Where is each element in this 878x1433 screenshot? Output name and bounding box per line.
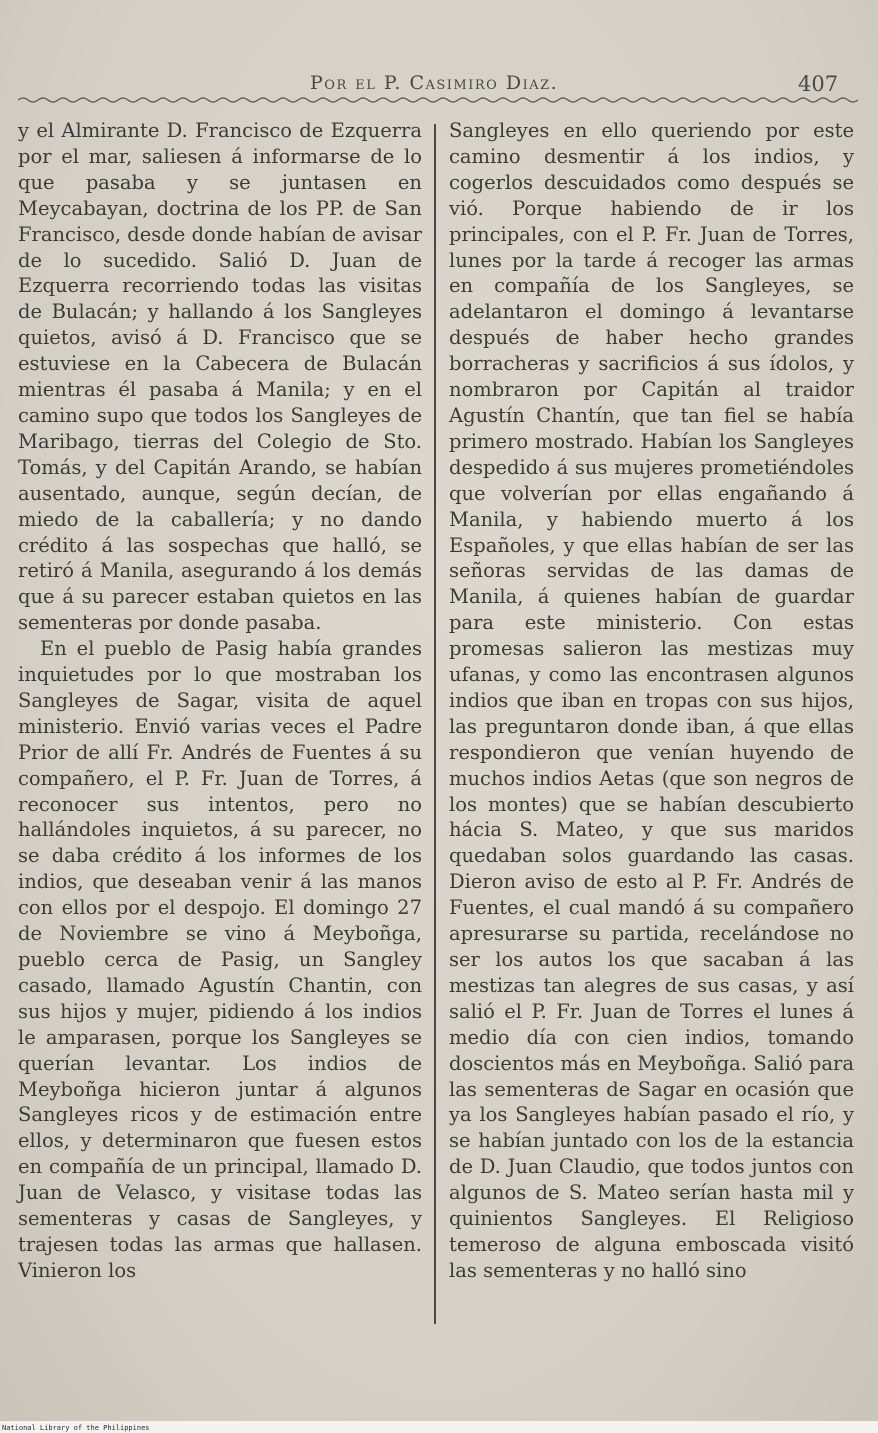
right-paragraph-1: Sangleyes en ello queriendo por este camino desmentir á los indios, y cogerlos descuidados como después se vió. Porque habiendo de ir los principales, con el P. Fr. Juan de Torres, lunes por la tarde á recoger las armas en compañía de los Sangleyes, se adelantaron el domingo á levantarse después de haber hecho grandes borracheras y sacrificios á sus ídolos, y nombraron por Capitán al traidor Agustín Chantín, que tan fiel se había primero mostrado. Habían los Sangleyes despedido á sus mujeres prometiéndoles que volverían por ellas engañando á Manila, y habiendo muerto á los Españoles, y que ellas habían de ser las señoras servidas de las damas de Manila, á quienes habían de guardar para este ministerio. Con estas promesas salieron las mestizas muy ufanas, y como las encontrasen algunos indios que iban en tropas con sus hijos, las preguntaron donde iban, á que ellas respondieron que venían huyendo de muchos indios Aetas (que son negros de los montes) que se habían descubierto hácia S. Mateo, y que sus maridos quedaban solos guardando las casas. Dieron aviso de esto al P. Fr. Andrés de Fuentes, el cual mandó á su compañero apresurarse su partida, recelándose no ser los autos los que sacaban á las mestizas tan alegres de sus casas, y así salió el P. Fr. Juan de Torres el lunes á medio día con cien indios, tomando doscientos más en Meyboñga. Salió para las sementeras de Sagar en ocasión que ya los Sangleyes habían pasado el río, y se habían juntado con los de la estancia de D. Juan Claudio, que todos juntos con algunos de S. Mateo serían hasta mil y quinientos Sangleyes. El Religioso temeroso de alguna emboscada visitó las sementeras y no halló sino — [449, 119, 854, 1282]
running-title: Por el P. Casimiro Diaz. — [310, 72, 559, 94]
page-number: 407 — [798, 72, 839, 96]
left-paragraph-2: En el pueblo de Pasig había grandes inquietudes por lo que mostraban los Sangleyes de Sagar, visita de aquel ministerio. Envió varias veces el Padre Prior de allí Fr. Andrés de Fuentes á su compañero, el P. Fr. Juan de Torres, á reconocer sus intentos, pero no hallándoles inquietos, á su parecer, no se daba crédito á los informes de los indios, que deseaban venir á las manos con ellos por el despojo. El domingo 27 de Noviembre se vino á Meyboñga, pueblo cerca de Pasig, un Sangley casado, llamado Agustín Chantin, con sus hijos y mujer, pidiendo á los indios le amparasen, porque los Sangleyes se querían levantar. Los indios de Meyboñga hicieron juntar á algunos Sangleyes ricos y de estimación entre ellos, y determinaron que fuesen estos en compañía de un principal, llamado D. Juan de Velasco, y visitase todas las sementeras y casas de Sangleyes, y trajesen todas las armas que hallasen. Vinieron los — [18, 637, 422, 1282]
footer-credit: National Library of the Philippines — [2, 1424, 150, 1432]
column-divider — [434, 124, 436, 1324]
left-column — [18, 118, 422, 1284]
header-wavy-rule — [18, 96, 858, 104]
left-paragraph-1: y el Almirante D. Francisco de Ezquerra por el mar, saliesen á informarse de lo que pasaba y se juntasen en Meycabayan, doctrina de los PP. de San Francisco, desde donde habían de avisar de lo sucedido. Salió D. Juan de Ezquerra recorriendo todas las visitas de Bulacán; y hallando á los Sangleyes quietos, avisó á D. Francisco que se estuviese en la Cabecera de Bulacán mientras él pasaba á Manila; y en el camino supo que todos los Sangleyes de Maribago, tierras del Colegio de Sto. Tomás, y del Capitán Arando, se habían ausentado, aunque, según decían, de miedo de la caballería; y no dando crédito á las sospechas que halló, se retiró á Manila, asegurando á los demás que á su parecer estaban quietos en las sementeras por donde pasaba. — [18, 119, 422, 635]
right-column — [449, 118, 854, 1284]
